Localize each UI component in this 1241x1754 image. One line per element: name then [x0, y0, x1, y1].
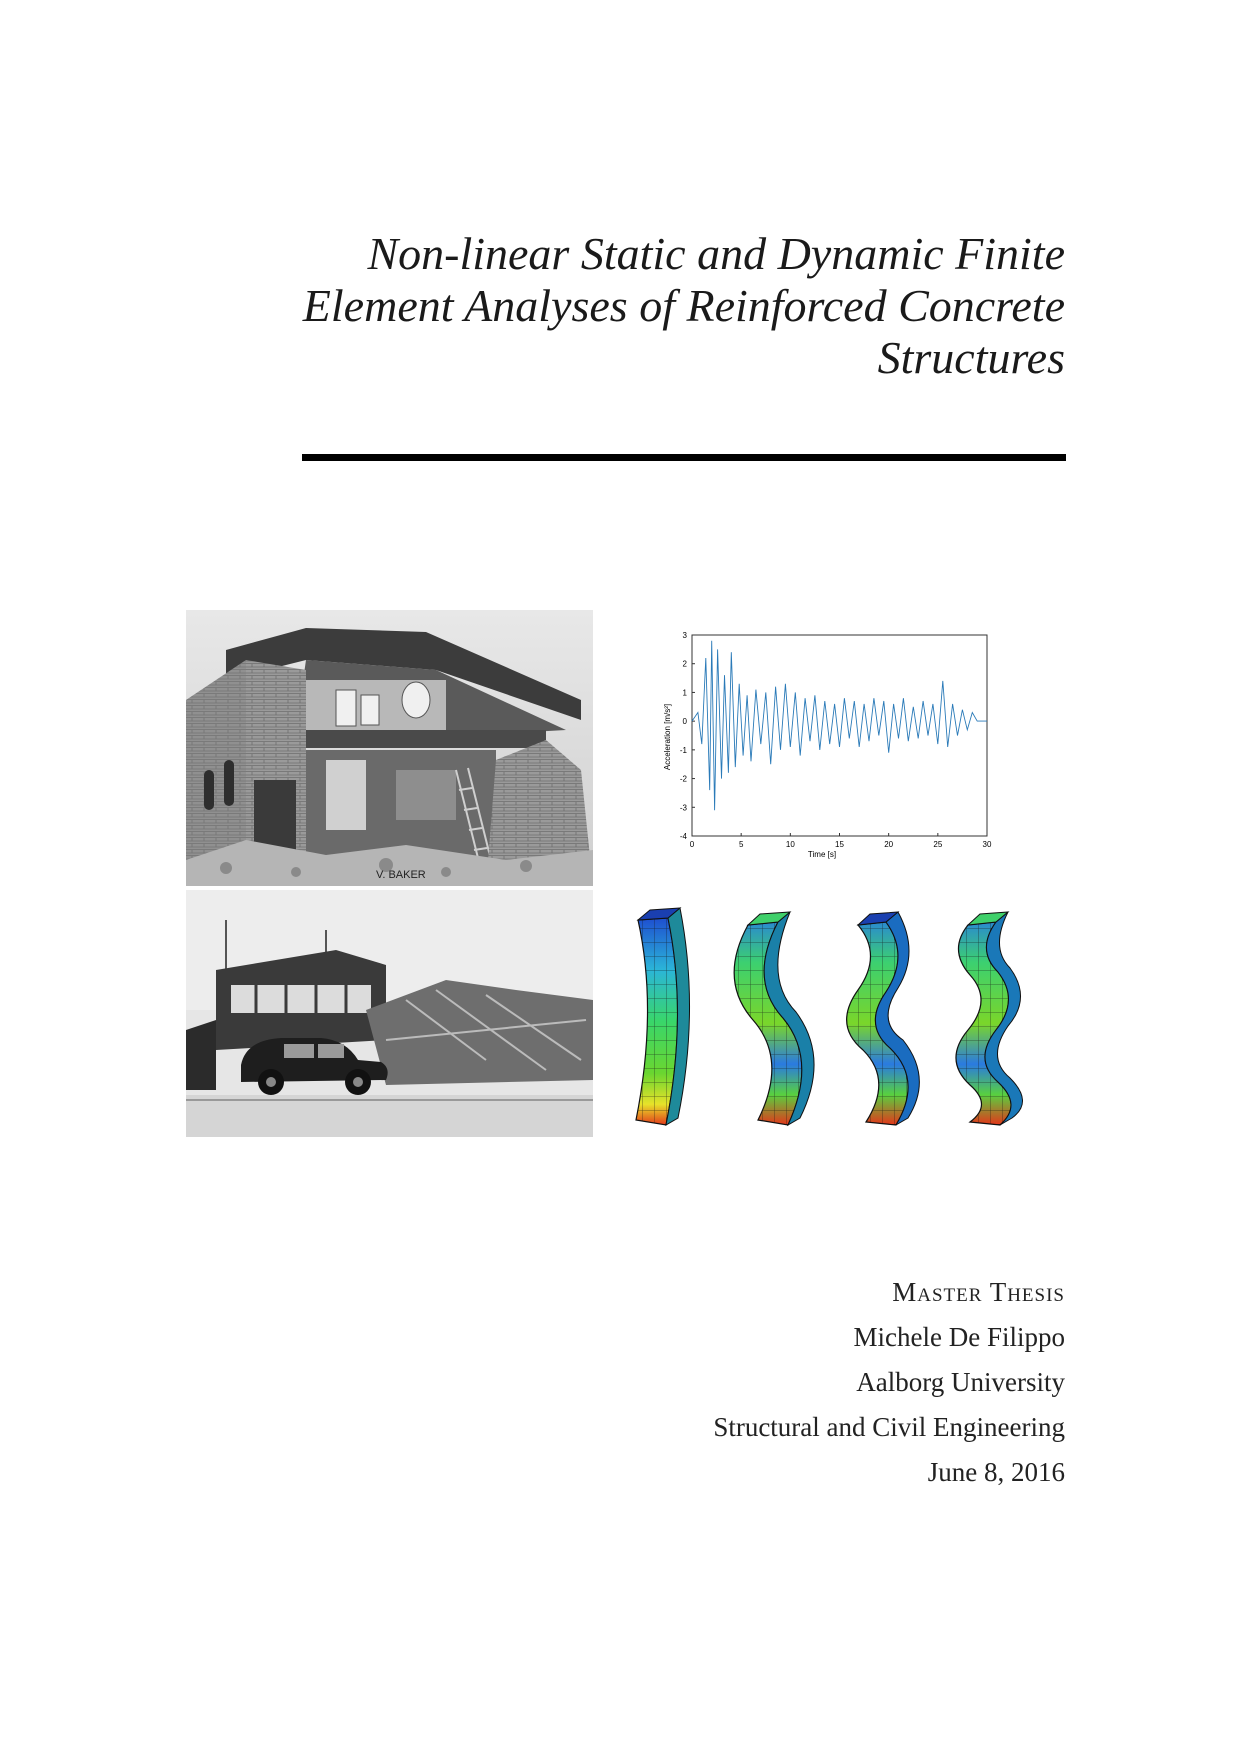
collapsed-street-photo	[186, 890, 593, 1137]
department-name: Structural and Civil Engineering	[713, 1412, 1065, 1442]
x-axis-label: Time [s]	[807, 850, 837, 859]
x-tick-label: 5	[738, 840, 744, 849]
mode-shape-2	[734, 912, 814, 1125]
university-name: Aalborg University	[856, 1367, 1065, 1397]
author-name: Michele De Filippo	[853, 1322, 1065, 1352]
thesis-title	[200, 228, 1065, 384]
x-tick-label: 10	[785, 840, 795, 849]
y-tick-label: 3	[682, 631, 687, 640]
thesis-date: June 8, 2016	[927, 1457, 1065, 1487]
y-tick-label: 2	[682, 659, 687, 669]
thesis-type: Master Thesis	[892, 1277, 1065, 1307]
mode-shape-3	[847, 912, 920, 1125]
y-tick-label: -2	[679, 774, 687, 784]
y-tick-label: -4	[679, 832, 687, 841]
mode-shape-4	[956, 912, 1023, 1125]
x-tick-label: 20	[884, 840, 894, 849]
photo-caption-text: V. BAKER	[376, 869, 426, 881]
x-tick-label: 30	[982, 840, 992, 849]
title-line-1: Non-linear Static and Dynamic Finite	[367, 228, 1065, 279]
y-tick-label: -1	[679, 745, 687, 755]
x-tick-label: 25	[933, 840, 943, 849]
chart-frame	[692, 635, 987, 836]
title-rule	[302, 454, 1066, 461]
y-tick-label: 1	[682, 688, 687, 698]
y-axis-label: Acceleration [m/s²]	[663, 703, 672, 771]
thesis-meta	[713, 1270, 1065, 1495]
y-tick-label: -3	[679, 803, 687, 813]
y-tick-label: 0	[682, 717, 687, 727]
title-line-2: Element Analyses of Reinforced Concrete	[302, 280, 1065, 331]
x-tick-label: 0	[689, 840, 695, 849]
damaged-building-photo	[186, 610, 593, 886]
title-line-3: Structures	[877, 332, 1065, 383]
acceleration-chart	[662, 627, 992, 862]
x-tick-label: 15	[835, 840, 844, 849]
fe-mode-shapes	[618, 900, 1066, 1135]
mode-shape-1	[636, 908, 690, 1125]
